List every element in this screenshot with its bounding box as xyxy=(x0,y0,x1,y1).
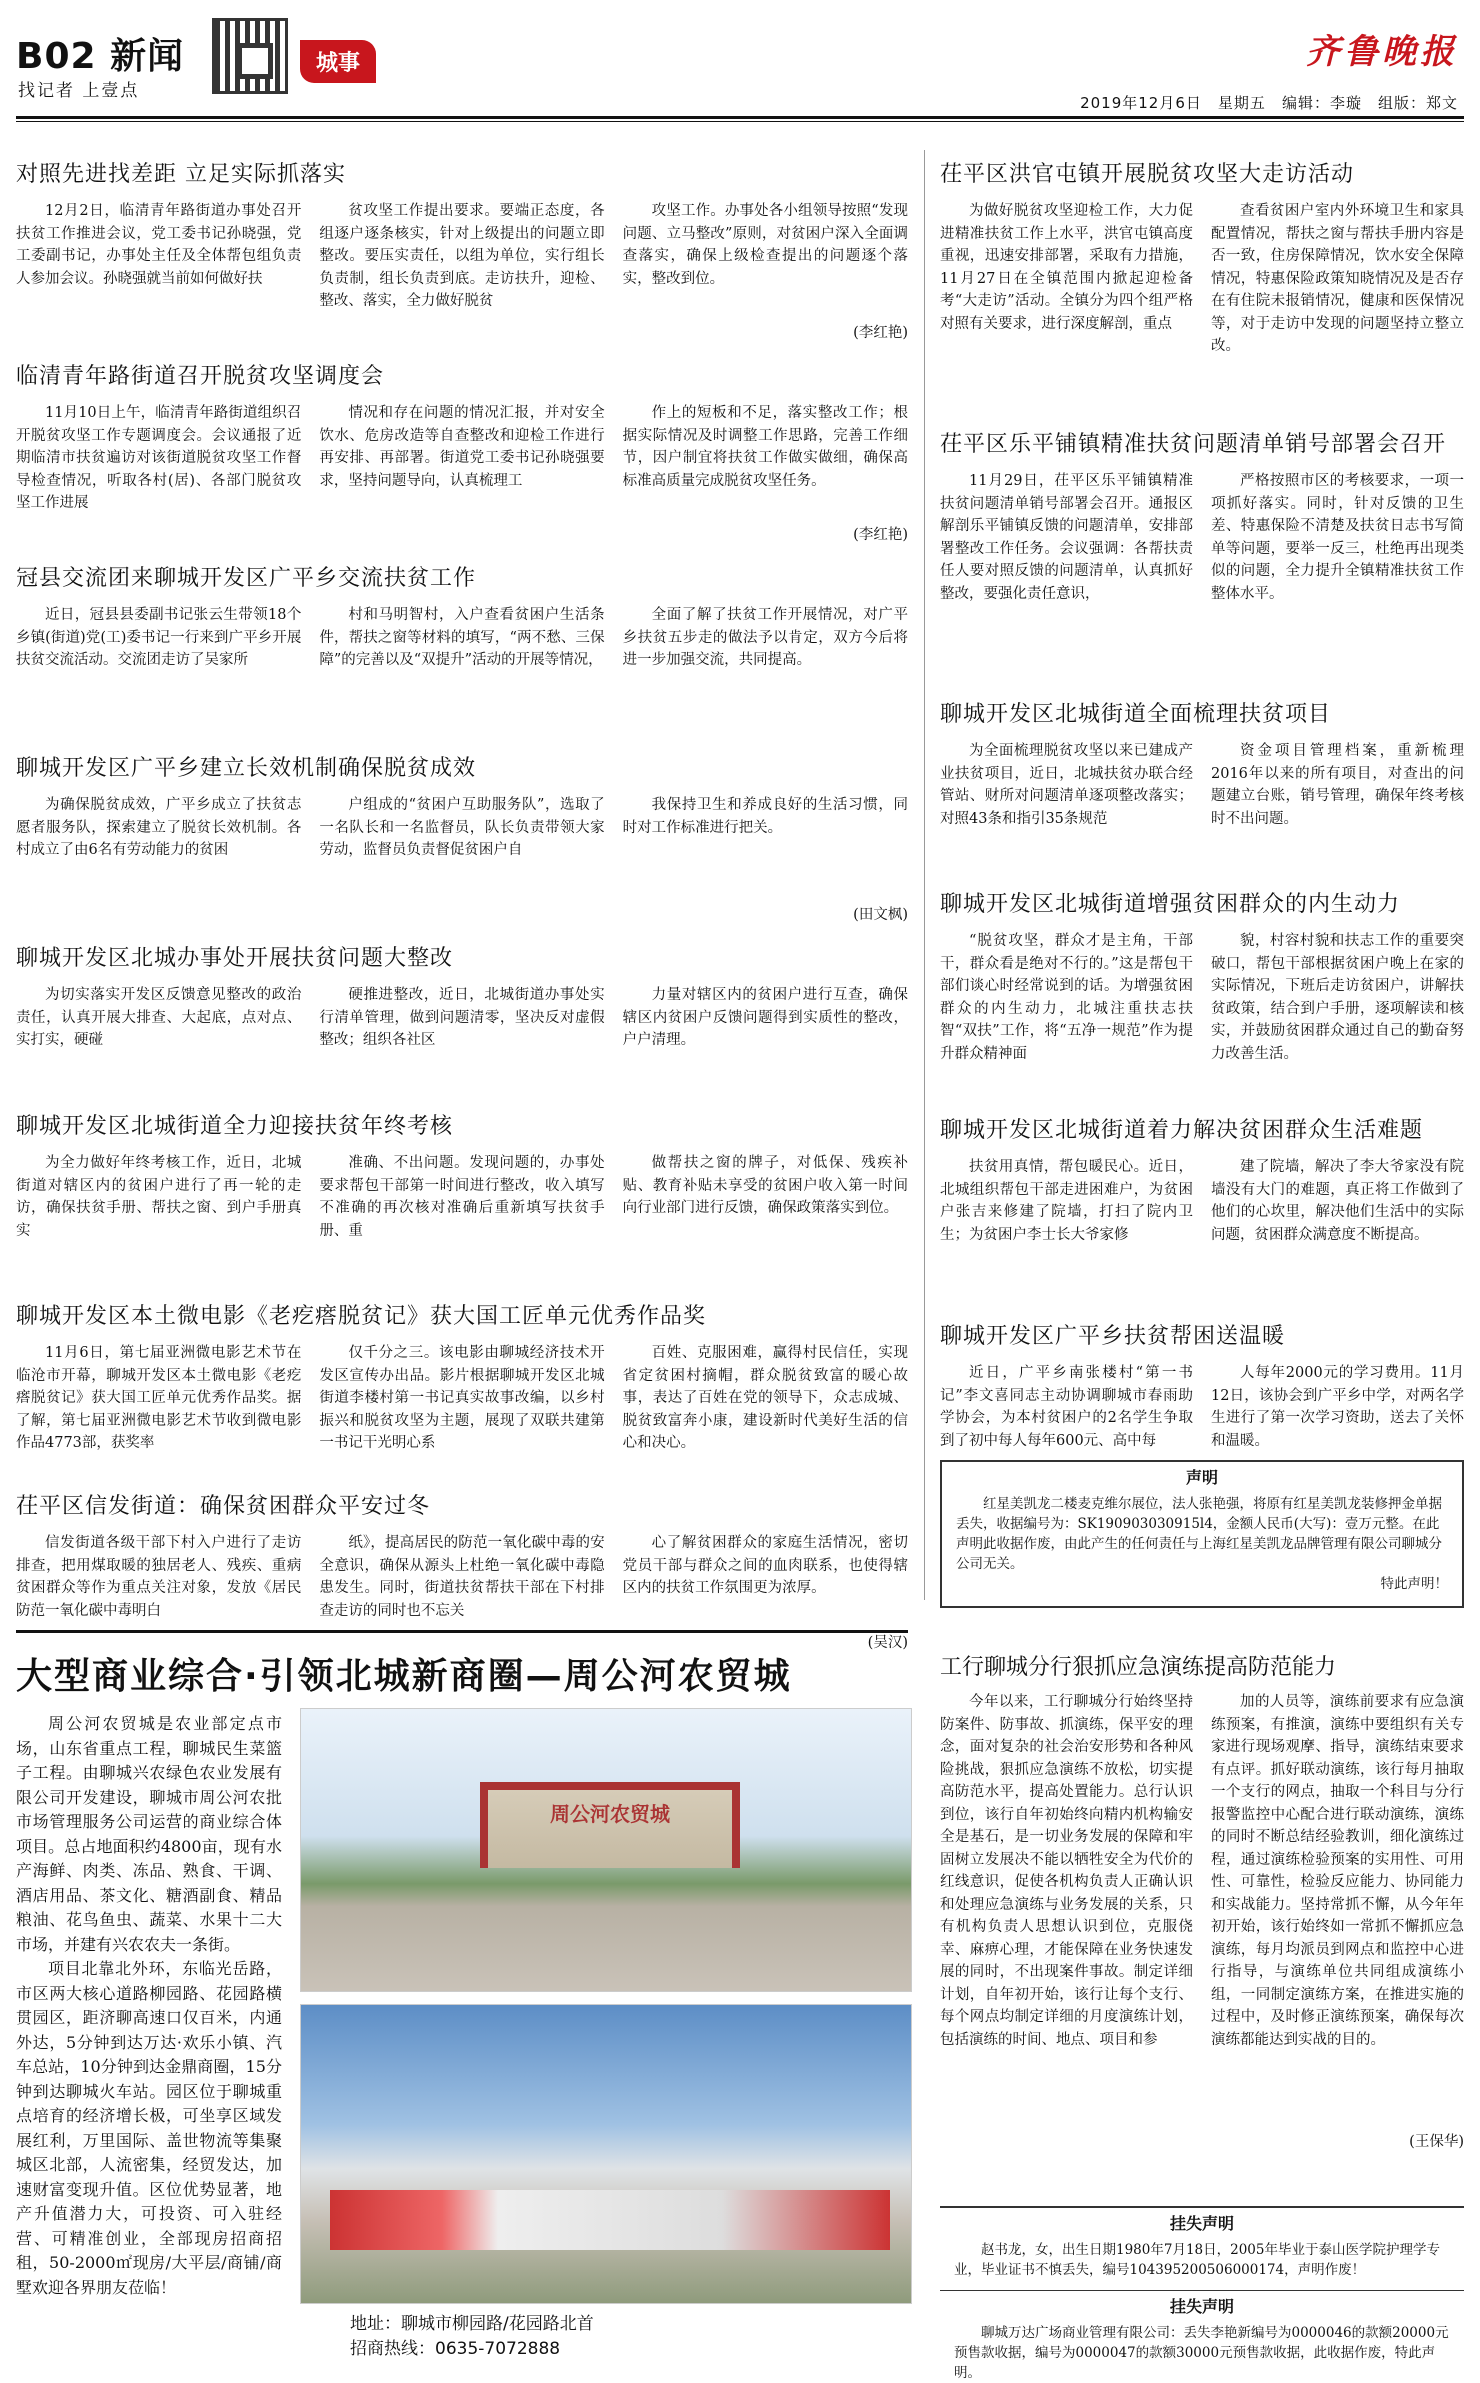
article-column: “脱贫攻坚，群众才是主角，干部干，群众看是绝对不行的。”这是帮包干部们谈心时经常说到的话。为增强贫困群众的内生动力，北城注重扶志扶智“双扶”工作，将“五净一规范”作为提升群众精神面 xyxy=(940,933,1193,1062)
notice-receipt: 挂失声明 聊城万达广场商业管理有限公司：丢失李艳新编号为0000046的款额20000元预售款收据，编号为0000047的款额30000元预售款收据，此收据作废，特此声明。 xyxy=(940,2290,1464,2376)
article-body xyxy=(940,1691,1464,2131)
ad-paragraph: 项目北靠北外环，东临光岳路，市区两大核心道路柳园路、花园路横贯园区，距济聊高速口仅百米，内通外达，5分钟到达万达·欢乐小镇、汽车总站，10分钟到达金鼎商圈，15分钟到达聊城火车站。园区位于聊城重点培育的经济增长极，可坐享区域发展红利，万里国际、盖世物流等集聚城区北部，人流密集，经贸发达，加速财富变现升值。区位优势显著，地产升值潜力大，可投资、可入驻经营、可精准创业，全部现房招商招租，50-2000㎡现房/大平层/商铺/商墅欢迎各界朋友莅临！ xyxy=(16,1959,282,2297)
article-column: 貌，村容村貌和扶志工作的重要突破口，帮包干部根据贫困户晚上在家的实际情况，下班后走访贫困户，讲解扶贫政策，结合到户手册，逐项解读和核实，并鼓励贫困群众通过自己的勤奋努力改善生活。 xyxy=(1211,933,1464,1062)
article-column: 人每年2000元的学习费用。11月12日，该协会到广平乡中学，对两名学生进行了第一次学习资助，送去了关怀和温暖。 xyxy=(1211,1365,1464,1449)
article-column: 12月2日，临清青年路街道办事处召开扶贫工作推进会议，党工委书记孙晓强，党工委副书记，办事处主任及全体帮包组负责人参加会议。孙晓强就当前如何做好扶 xyxy=(16,203,302,287)
article-column: 攻坚工作。办事处各小组领导按照“发现问题、立马整改”原则，对贫困户深入全面调查落实，确保上级检查提出的问题逐个落实，整改到位。 xyxy=(622,203,908,287)
article-column: 准确、不出问题。发现问题的，办事处要求帮包干部第一时间进行整改，收入填写不准确的再次核对准确后重新填写扶贫手册、重 xyxy=(319,1155,605,1239)
article-title: 聊城开发区本土微电影《老疙瘩脱贫记》获大国工匠单元优秀作品奖 xyxy=(16,1304,707,1329)
article-body xyxy=(940,200,1464,390)
article xyxy=(940,890,1464,1116)
article-column: 今年以来，工行聊城分行始终坚持防案件、防事故、抓演练，保平安的理念，面对复杂的社会治安形势和各种风险挑战，狠抓应急演练不放松，切实提高防范水平，提高处置能力。总行认识到位，该行自年初始终向精内机构输安全是基石，是一切业务发展的保障和牢固树立发展决不能以牺牲安全为代价的红线意识，促使各机构负责人正确认识和处理应急演练与业务发展的关系，只有机构负责人思想认识到位，克服侥幸、麻痹心理，才能保障在业务快速发展的同时，不出现案件事故。制定详细计划，自年初开始，该行让每个支行、每个网点均制定详细的月度演练计划，包括演练的时间、地点、项目和参 xyxy=(940,1694,1193,2048)
byline: (王保华) xyxy=(1409,2134,1464,2150)
article-title: 冠县交流团来聊城开发区广平乡交流扶贫工作 xyxy=(16,566,477,591)
article-title: 聊城开发区广平乡建立长效机制确保脱贫成效 xyxy=(16,756,477,781)
article-column: 硬推进整改，近日，北城街道办事处实行清单管理，做到问题清零，坚决反对虚假整改；组织各社区 xyxy=(319,987,605,1048)
article-title: 工行聊城分行狠抓应急演练提高防范能力 xyxy=(940,1655,1337,1680)
article-title: 对照先进找差距 立足实际抓落实 xyxy=(16,162,346,187)
article-body xyxy=(16,794,908,904)
article-column: 信发街道各级干部下村入户进行了走访排查，把用煤取暖的独居老人、残疾、重病贫困群众等作为重点关注对象，发放《居民防范一氧化碳中毒明白 xyxy=(16,1535,302,1619)
article-column: 资金项目管理档案，重新梳理2016年以来的所有项目，对查出的问题建立台账，销号管理，确保年终考核时不出问题。 xyxy=(1211,743,1464,827)
article-title: 聊城开发区广平乡扶贫帮困送温暖 xyxy=(940,1324,1286,1349)
article xyxy=(16,1492,908,1672)
page-number: B02 新闻 xyxy=(16,36,185,77)
newspaper-logo: 齐鲁晚报 xyxy=(1306,32,1458,72)
article-column: 情况和存在问题的情况汇报，并对安全饮水、危房改造等自查整改和迎检工作进行再安排、再部署。街道党工委书记孙晓强要求，坚持问题导向，认真梳理工 xyxy=(319,405,605,489)
left-column xyxy=(16,160,908,1672)
article-column: 严格按照市区的考核要求，一项一项抓好落实。同时，针对反馈的卫生差、特惠保险不清楚及扶贫日志书写简单等问题，要举一反三，杜绝再出现类似的问题，全力提升全镇精准扶贫工作整体水平。 xyxy=(1211,473,1464,602)
article-body xyxy=(16,1532,908,1632)
article-column: 为确保脱贫成效，广平乡成立了扶贫志愿者服务队，探索建立了脱贫长效机制。各村成立了由6名有劳动能力的贫困 xyxy=(16,797,302,858)
issue-meta: 2019年12月6日 星期五 编辑：李璇 组版：郑文 xyxy=(1080,94,1458,112)
article-title: 聊城开发区北城街道全力迎接扶贫年终考核 xyxy=(16,1114,454,1139)
article-body xyxy=(940,1156,1464,1282)
article-column: 村和马明智村，入户查看贫困户生活条件，帮扶之窗等材料的填写，“两不愁、三保障”的完善以及“双提升”活动的开展等情况， xyxy=(319,607,605,668)
article-body xyxy=(16,402,908,524)
article-title: 茌平区乐平铺镇精准扶贫问题清单销号部署会召开 xyxy=(940,432,1447,457)
article-column: 百姓、克服困难，赢得村民信任，实现省定贫困村摘帽，群众脱贫致富的暖心故事，表达了百姓在党的领导下，众志成城、脱贫致富奔小康，建设新时代美好生活的信心和决心。 xyxy=(622,1345,908,1451)
article-title: 聊城开发区北城街道全面梳理扶贫项目 xyxy=(940,702,1332,727)
article xyxy=(16,1112,908,1302)
ad-body xyxy=(16,1712,282,2300)
article-body xyxy=(16,1152,908,1262)
article-column: 加的人员等，演练前要求有应急演练预案，有推演，演练中要组织有关专家进行现场观摩、指导，演练结束要求有点评。抓好联动演练，该行每月抽取一个支行的网点，抽取一个科目与分行报警监控中心配合进行联动演练，演练的同时不断总结经验教训，细化演练过程，通过演练检验预案的实用性、可用性、可靠性，检验反应能力、协同能力和实战能力。坚持常抓不懈，从今年年初开始，该行始终如一常抓不懈抓应急演练，每月均派员到网点和监控中心进行指导，与演练单位共同组成演练小组，一同制定演练方案，在推进实施的过程中，及时修正演练预案，确保每次演练都能达到实战的目的。 xyxy=(1211,1694,1464,2048)
column-divider xyxy=(924,150,925,1600)
article-column: 为切实落实开发区反馈意见整改的政治责任，认真开展大排查、大起底，点对点、实打实，硬碰 xyxy=(16,987,302,1048)
header-rule xyxy=(16,116,1464,119)
article-column: 为全面梳理脱贫攻坚以来已建成产业扶贫项目，近日，北城扶贫办联合经管站、财所对问题清单逐项整改落实；对照43条和指引35条规范 xyxy=(940,743,1193,827)
article-column: 纸》，提高居民的防范一氧化碳中毒的安全意识，确保从源头上杜绝一氧化碳中毒隐患发生。同时，街道扶贫帮扶干部在下村排查走访的同时也不忘关 xyxy=(319,1535,605,1619)
article-title: 临清青年路街道召开脱贫攻坚调度会 xyxy=(16,364,385,389)
byline: (田文枫) xyxy=(853,907,908,923)
article-column: 仅千分之三。该电影由聊城经济技术开发区宣传办出品。影片根据聊城开发区北城街道李楼村第一书记真实故事改编，以乡村振兴和脱贫攻坚为主题，展现了双联共建第一书记干光明心系 xyxy=(319,1345,605,1451)
byline: (吴汉) xyxy=(867,1635,908,1651)
article-column: 我保持卫生和养成良好的生活习惯，同时对工作标准进行把关。 xyxy=(622,797,908,836)
article-body xyxy=(940,740,1464,850)
article xyxy=(16,564,908,754)
article xyxy=(16,1302,908,1492)
article-title: 茌平区洪官屯镇开展脱贫攻坚大走访活动 xyxy=(940,162,1355,187)
article-column: 心了解贫困群众的家庭生活情况，密切党员干部与群众之间的血肉联系，也使得辖区内的扶贫工作氛围更为浓厚。 xyxy=(622,1535,908,1596)
ad-paragraph: 周公河农贸城是农业部定点市场，山东省重点工程，聊城民生菜篮子工程。由聊城兴农绿色农业发展有限公司开发建设，聊城市周公河农批市场管理服务公司运营的商业综合体项目。总占地面积约4800亩，现有水产海鲜、肉类、冻品、熟食、干调、酒店用品、茶文化、糖酒副食、精品粮油、花鸟鱼虫、蔬菜、水果十二大市场，并建有兴农农夫一条街。 xyxy=(16,1714,282,1954)
article xyxy=(940,160,1464,430)
header-rule-thin xyxy=(16,121,1464,122)
market-building xyxy=(330,2190,890,2250)
article-column: 11月10日上午，临清青年路街道组织召开脱贫攻坚工作专题调度会。会议通报了近期临清市扶贫遍访对该街道脱贫攻坚工作督导检查情况，听取各村(居)、各部门脱贫攻坚工作进展 xyxy=(16,405,302,511)
article-column: 近日，冠县县委副书记张云生带领18个乡镇(街道)党(工)委书记一行来到广平乡开展扶贫交流活动。交流团走访了吴家所 xyxy=(16,607,302,668)
article-title: 聊城开发区北城办事处开展扶贫问题大整改 xyxy=(16,946,454,971)
article-column: 全面了解了扶贫工作开展情况，对广平乡扶贫五步走的做法予以肯定，双方今后将进一步加强交流，共同提高。 xyxy=(622,607,908,668)
article-column: 户组成的“贫困户互助服务队”，选取了一名队长和一名监督员，队长负责带领大家劳动，监督员负责督促贫困户自 xyxy=(319,797,605,858)
article-column: 为全力做好年终考核工作，近日，北城街道对辖区内的贫困户进行了再一轮的走访，确保扶贫手册、帮扶之窗、到户手册真实 xyxy=(16,1155,302,1239)
ad-contact: 地址：聊城市柳园路/花园路北首 招商热线：0635-7072888 xyxy=(350,2314,594,2359)
gate-sign: 周公河农贸城 xyxy=(480,1782,740,1868)
article xyxy=(940,700,1464,890)
article-body xyxy=(16,604,908,714)
qr-code-icon xyxy=(212,18,288,94)
article-column: 扶贫用真情，帮包暖民心。近日，北城组织帮包干部走进困难户，为贫困户张吉来修建了院墙，打扫了院内卫生；为贫困户李士长大爷家修 xyxy=(940,1159,1193,1243)
article-body xyxy=(940,470,1464,660)
ad-top-rule xyxy=(16,1630,908,1633)
article-column: 近日，广平乡南张楼村“第一书记”李文喜同志主动协调聊城市春雨助学协会，为本村贫困户的2名学生争取到了初中每人每年600元、高中每 xyxy=(940,1365,1193,1449)
article xyxy=(16,944,908,1112)
article-body xyxy=(16,984,908,1072)
article-column: 作上的短板和不足，落实整改工作；根据实际情况及时调整工作思路，完善工作细节，因户制宜将扶贫工作做实做细，确保高标准高质量完成脱贫攻坚任务。 xyxy=(622,405,908,489)
editor-line: 找记者 上壹点 xyxy=(18,81,140,101)
article-body xyxy=(16,1342,908,1452)
notice-deposit: 声明 红星美凯龙二楼麦克维尔展位，法人张艳强，将原有红星美凯龙装修押金单据丢失，收据编号为：SK190903030915l4，金额人民币(大写)：壹万元整。在此声明此收据作废，由此产生的任何责任与上海红星美凯龙品牌管理有限公司聊城分公司无关。 特此声明！ xyxy=(940,1460,1464,1608)
article-body xyxy=(940,930,1464,1076)
market-aerial-photo xyxy=(300,2004,912,2304)
article-column: 11月6日，第七届亚洲微电影艺术节在临沧市开幕，聊城开发区本土微电影《老疙瘩脱贫记》获大国工匠单元优秀作品奖。据了解，第七届亚洲微电影艺术节收到微电影作品4773部，获奖率 xyxy=(16,1345,302,1451)
article-column: 力量对辖区内的贫困户进行互查，确保辖区内贫困户反馈问题得到实质性的整改，户户清理。 xyxy=(622,987,908,1048)
article-body xyxy=(16,200,908,322)
article-title: 茌平区信发街道：确保贫困群众平安过冬 xyxy=(16,1494,431,1519)
article xyxy=(16,160,908,362)
byline: (李红艳) xyxy=(853,325,908,341)
article-column: 为做好脱贫攻坚迎检工作，大力促进精准扶贫工作上水平，洪官屯镇高度重视，迅速安排部署，采取有力措施，11月27日在全镇范围内掀起迎检备考“大走访”活动。全镇分为四个组严格对照有关要求，进行深度解剖，重点 xyxy=(940,203,1193,332)
article xyxy=(16,754,908,944)
article-title: 聊城开发区北城街道着力解决贫困群众生活难题 xyxy=(940,1118,1424,1143)
article xyxy=(16,362,908,564)
article xyxy=(940,430,1464,700)
article xyxy=(940,1116,1464,1322)
byline: (李红艳) xyxy=(853,527,908,543)
ad-title: 大型商业综合·引领北城新商圈—周公河农贸城 xyxy=(16,1656,792,1697)
section-tag: 城事 xyxy=(300,40,376,83)
article-column: 贫攻坚工作提出要求。要端正态度，各组逐户逐条核实，针对上级提出的问题立即整改。要压实责任，以组为单位，实行组长负责制，组长负责到底。走访扶升，迎检、整改、落实，全力做好脱贫 xyxy=(319,203,605,309)
article-column: 做帮扶之窗的牌子，对低保、残疾补贴、教育补贴未享受的贫困户收入第一时间向行业部门进行反馈，确保政策落实到位。 xyxy=(622,1155,908,1216)
notice-diploma: 挂失声明 赵书龙，女，出生日期1980年7月18日，2005年毕业于泰山医学院护理学专业，毕业证书不慎丢失，编号104395200506000174，声明作废！ xyxy=(940,2206,1464,2290)
article-title: 聊城开发区北城街道增强贫困群众的内生动力 xyxy=(940,892,1401,917)
bank-article xyxy=(940,1650,1464,2153)
article-column: 11月29日，茌平区乐平铺镇精准扶贫问题清单销号部署会召开。通报区解剖乐平铺镇反馈的问题清单，安排部署整改工作任务。会议强调：各帮扶责任人要对照反馈的问题清单，认真抓好整改，要强化责任意识， xyxy=(940,473,1193,602)
right-column xyxy=(940,160,1464,1612)
article-column: 查看贫困户室内外环境卫生和家具配置情况，帮扶之窗与帮扶手册内容是否一致，住房保障情况，饮水安全保障情况，特惠保险政策知晓情况及是否存在有住院未报销情况，健康和医保情况等，对于走访中发现的问题坚持立整立改。 xyxy=(1211,203,1464,354)
article-column: 建了院墙，解决了李大爷家没有院墙没有大门的难题，真正将工作做到了他们的心坎里，解决他们生活中的实际问题，贫困群众满意度不断提高。 xyxy=(1211,1159,1464,1243)
